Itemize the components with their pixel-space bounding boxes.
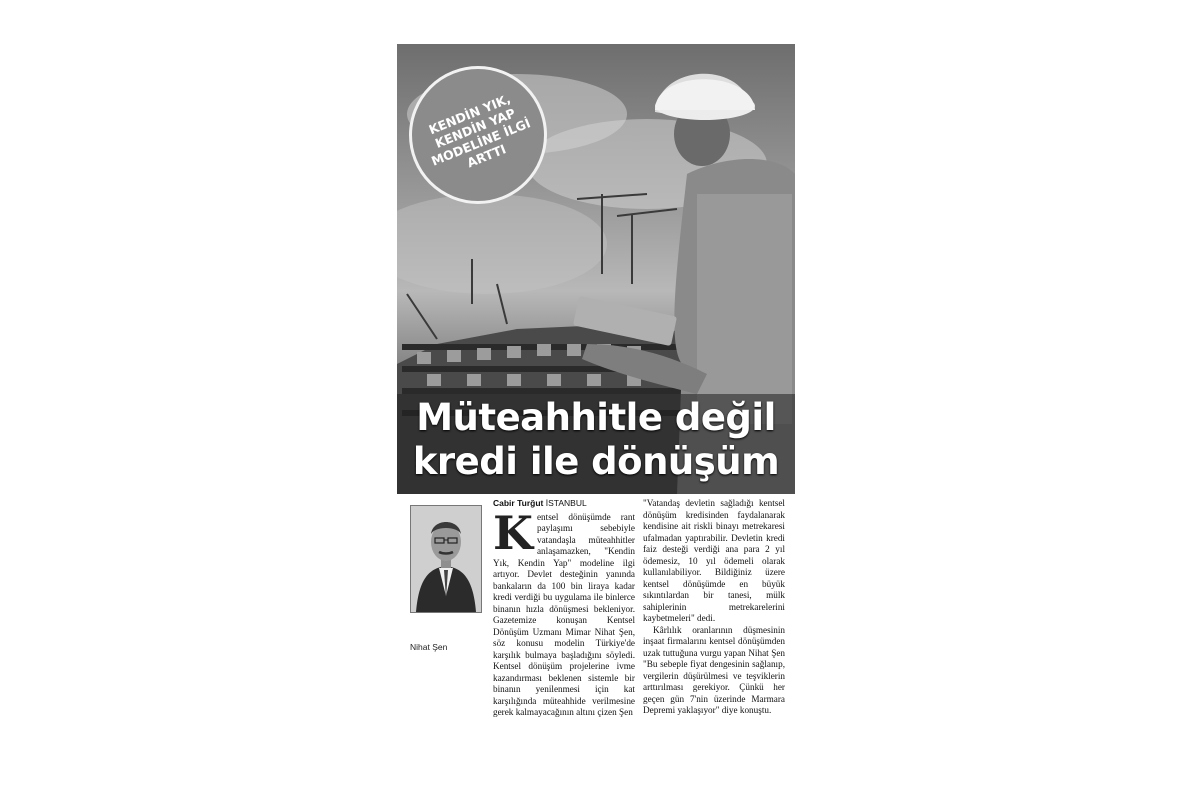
portrait-illustration bbox=[411, 506, 481, 612]
badge-text: KENDİN YIK, KENDİN YAP MODELİNE İLGİ ARTTI bbox=[426, 90, 533, 171]
article-paragraph-1: entsel dönüşümde rant paylaşımı sebebiyle vatandaşla müteahhitler anlaşamazken, "Kendin Yık, Kendin Yap" modeline ilgi artıyor. Devlet desteğinin yanında bankaların da 100 bin liraya kadar kredi verdiği bu uygulama ile binlerce binanın hızla dönüşmesi bekleniyor. Gazetemize konuşan Kentsel Dönüşüm Uzmanı Mimar Nihat Şen, söz konusu modelin Türkiye'de karşılık bulmaya başladığını söyledi. Kentsel dönüşüm projelerine ivme kazandırması beklenen sistemle bir binanın yenilenmesi için kat karşılığında müteahhide verilmesine gerek kalmayacağının altını çizen Şen bbox=[493, 511, 635, 717]
headline-badge bbox=[409, 66, 547, 204]
article-column-2 bbox=[643, 498, 785, 717]
drop-cap: K bbox=[493, 505, 533, 560]
headline-line-1: Müteahhitle değil bbox=[416, 396, 776, 439]
headline bbox=[397, 396, 795, 484]
byline-author: Cabir Turğut bbox=[493, 498, 544, 508]
article-paragraph-3: Kârlılık oranlarının düşmesinin inşaat firmalarını kentsel dönüşümden uzak tuttuğuna vurgu yapan Nihat Şen "Bu sebeple fiyat dengesinin sağlanıp, vergilerin düşürülmesi ve teşviklerin arttırılması gerekiyor. Çünkü her geçen gün 7'nin üzerinde Marmara Depremi yaklaşıyor" diye konuştu. bbox=[643, 624, 785, 715]
construction-photo bbox=[397, 44, 795, 494]
portrait-photo bbox=[410, 505, 482, 613]
byline-location: İSTANBUL bbox=[545, 498, 587, 508]
portrait-caption: Nihat Şen bbox=[410, 642, 448, 652]
newspaper-clipping bbox=[397, 44, 795, 756]
article-paragraph-2: "Vatandaş devletin sağladığı kentsel dönüşüm kredisinden faydalanarak kendisine ait riskli binayı metrekaresi ufalmadan yaptırabilir. Devletin kredi faiz desteği verdiği ana para 2 yıl ödemesiz, 10 yıl ödemeli olarak kullanılabiliyor. Bildiğiniz üzere kentsel dönüşümde en büyük sıkıntılardan bir tanesi, mülk sahiplerinin metrekarelerini kaybetmeleri" dedi. bbox=[643, 498, 785, 623]
byline bbox=[493, 498, 635, 510]
article-column-1 bbox=[493, 498, 635, 719]
headline-line-2: kredi ile dönüşüm bbox=[412, 440, 780, 483]
